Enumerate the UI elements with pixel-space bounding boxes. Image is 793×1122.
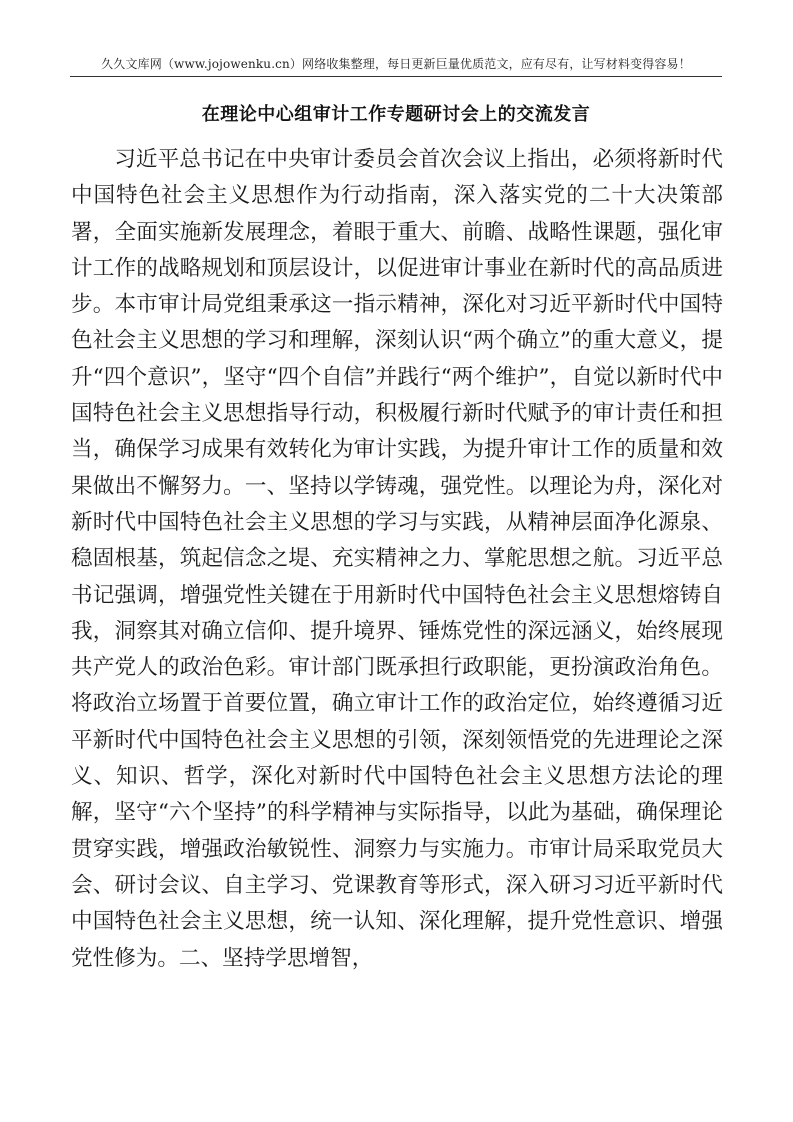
header-divider [70, 76, 722, 77]
page-header: 久久文库网（www.jojowenku.cn）网络收集整理，每日更新巨量优质范文，应有尽有，让写材料变得容易！ [101, 57, 691, 71]
body-paragraph: 习近平总书记在中央审计委员会首次会议上指出，必须将新时代中国特色社会主义思想作为行动指南，深入落实党的二十大决策部署，全面实施新发展理念，着眼于重大、前瞻、战略性课题，强化审计工作的战略规划和顶层设计，以促进审计事业在新时代的高品质进步。本市审计局党组秉承这一指示精神，深化对习近平新时代中国特色社会主义思想的学习和理解，深刻认识“两个确立”的重大意义，提升“四个意识”，坚守“四个自信”并践行“两个维护”，自觉以新时代中国特色社会主义思想指导行动，积极履行新时代赋予的审计责任和担当，确保学习成果有效转化为审计实践，为提升审计工作的质量和效果做出不懈努力。一、坚持以学铸魂，强党性。以理论为舟，深化对新时代中国特色社会主义思想的学习与实践，从精神层面净化源泉、稳固根基，筑起信念之堤、充实精神之力、掌舵思想之航。习近平总书记强调，增强党性关键在于用新时代中国特色社会主义思想熔铸自我，洞察其对确立信仰、提升境界、锤炼党性的深远涵义，始终展现共产党人的政治色彩。审计部门既承担行政职能，更扮演政治角色。将政治立场置于首要位置，确立审计工作的政治定位，始终遵循习近平新时代中国特色社会主义思想的引领，深刻领悟党的先进理论之深义、知识、哲学，深化对新时代中国特色社会主义思想方法论的理解，坚守“六个坚持”的科学精神与实际指导，以此为基础，确保理论贯穿实践，增强政治敏锐性、洞察力与实施力。市审计局采取党员大会、研讨会议、自主学习、党课教育等形式，深入研习习近平新时代中国特色社会主义思想，统一认知、深化理解，提升党性意识、增强党性修为。二、坚持学思增智， [71, 147, 723, 971]
document-title: 在理论中心组审计工作专题研讨会上的交流发言 [201, 104, 591, 125]
